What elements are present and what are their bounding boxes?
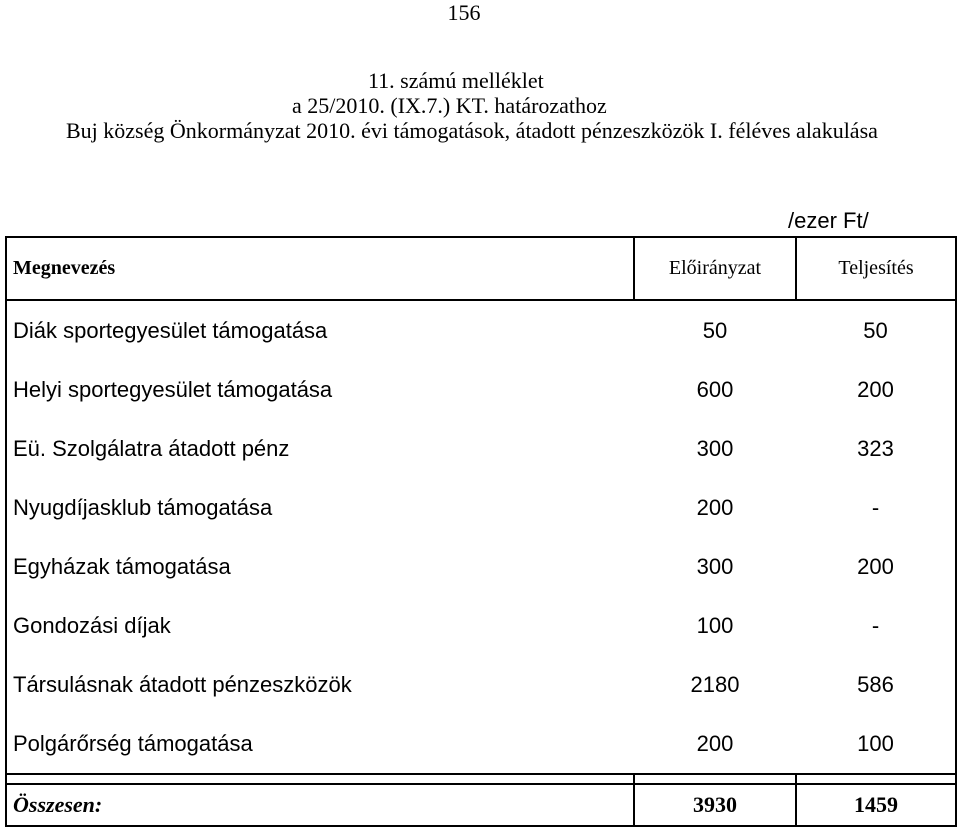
table-gap xyxy=(6,774,956,784)
row-plan: 600 xyxy=(696,376,734,402)
row-actual: 586 xyxy=(796,655,956,714)
table-row xyxy=(6,714,956,774)
row-name: Egyházak támogatása xyxy=(6,537,634,596)
title-line-3: Buj község Önkormányzat 2010. évi támogatások, átadott pénzeszközök I. féléves alakulása xyxy=(66,118,878,143)
table-row xyxy=(6,478,956,537)
row-actual: - xyxy=(796,596,956,655)
row-name: Polgárőrség támogatása xyxy=(6,714,634,774)
row-actual: 200 xyxy=(796,537,956,596)
header-plan: Előirányzat xyxy=(634,237,796,300)
row-plan: 300 xyxy=(696,435,734,461)
support-table xyxy=(5,236,957,827)
row-name: Nyugdíjasklub támogatása xyxy=(6,478,634,537)
title-line-1: 11. számú melléklet xyxy=(368,68,544,93)
unit-label: /ezer Ft/ xyxy=(788,208,869,233)
row-name: Gondozási díjak xyxy=(6,596,634,655)
table-row xyxy=(6,537,956,596)
title-line-2: a 25/2010. (IX.7.) KT. határozathoz xyxy=(292,93,607,118)
table-row xyxy=(6,419,956,478)
table-header-row xyxy=(6,237,956,300)
total-plan: 3930 xyxy=(634,784,796,826)
table-row xyxy=(6,300,956,360)
header-name: Megnevezés xyxy=(6,237,634,300)
row-name: Diák sportegyesület támogatása xyxy=(6,300,634,360)
table-row xyxy=(6,360,956,419)
row-plan: 300 xyxy=(696,553,734,579)
total-actual: 1459 xyxy=(796,784,956,826)
table-row xyxy=(6,655,956,714)
total-row xyxy=(6,784,956,826)
row-plan: 200 xyxy=(696,494,734,520)
total-label: Összesen: xyxy=(6,784,634,826)
row-name: Társulásnak átadott pénzeszközök xyxy=(6,655,634,714)
row-name: Eü. Szolgálatra átadott pénz xyxy=(6,419,634,478)
page-number: 156 xyxy=(447,0,481,25)
row-plan: 2180 xyxy=(690,671,740,697)
row-actual: 50 xyxy=(796,300,956,360)
table-row xyxy=(6,596,956,655)
row-actual: 200 xyxy=(796,360,956,419)
row-actual: 323 xyxy=(796,419,956,478)
row-actual: - xyxy=(796,478,956,537)
row-plan: 200 xyxy=(634,714,796,774)
row-plan: 50 xyxy=(634,300,796,360)
row-name: Helyi sportegyesület támogatása xyxy=(6,360,634,419)
row-actual: 100 xyxy=(796,714,956,774)
row-plan: 100 xyxy=(696,612,734,638)
header-actual: Teljesítés xyxy=(796,237,956,300)
